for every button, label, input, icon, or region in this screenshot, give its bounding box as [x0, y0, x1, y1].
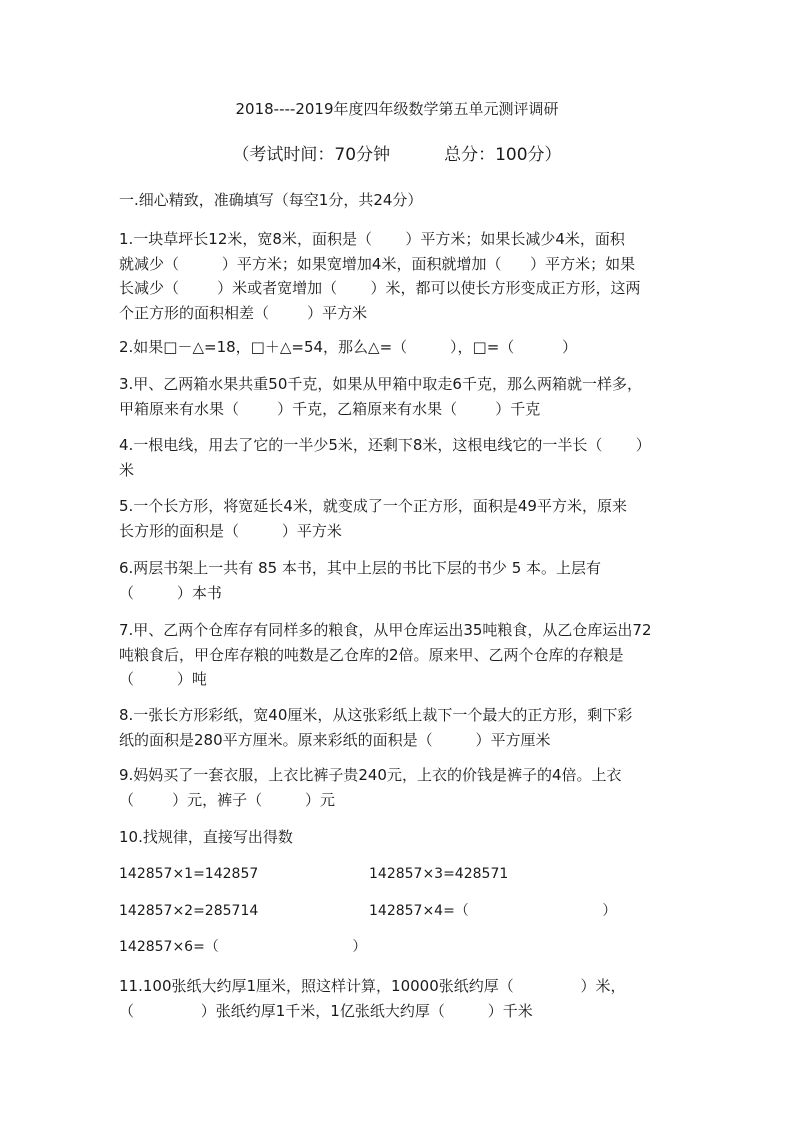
question-9	[119, 763, 681, 812]
pattern-calc-2: 142857×2=285714	[119, 903, 259, 919]
question-line: 4.一根电线，用去了它的一半少5米，还剩下8米，这根电线它的一半长（ ）	[119, 436, 651, 454]
question-line: 10.找规律，直接写出得数	[119, 828, 293, 846]
question-line: 甲箱原来有水果（ ）千克，乙箱原来有水果（ ）千克	[119, 399, 541, 418]
question-8	[119, 703, 681, 752]
pattern-calc-1: 142857×1=142857	[119, 866, 259, 882]
question-4	[119, 433, 681, 482]
question-line: （ ）本书	[119, 583, 222, 602]
page-title: 2018----2019年度四年级数学第五单元测评调研	[235, 100, 559, 118]
question-7	[119, 618, 681, 692]
question-line: 长方形的面积是（ ）平方米	[119, 521, 342, 540]
question-line: 就减少（ ）平方米；如果宽增加4米，面积就增加（ ）平方米；如果	[119, 254, 636, 273]
question-line: 11.100张纸大约厚1厘米，照这样计算，10000张纸约厚（ ）米，	[119, 977, 626, 995]
pattern-calc-3: 142857×3=428571	[369, 866, 509, 882]
question-1	[119, 227, 681, 325]
question-line: （ ）元，裤子（ ）元	[119, 790, 336, 809]
question-2	[119, 335, 681, 360]
question-line: 5.一个长方形，将宽延长4米，就变成了一个正方形，面积是49平方米，原来	[119, 497, 627, 515]
question-line: （ ）吨	[119, 670, 207, 688]
section-heading: 一.细心精致，准确填写（每空1分，共24分）	[119, 191, 423, 209]
question-line: 7.甲、乙两个仓库存有同样多的粮食，从甲仓库运出35吨粮食，从乙仓库运出72	[119, 621, 652, 639]
question-10	[119, 825, 681, 850]
exam-info: （考试时间：70分钟 总分：100分）	[232, 145, 562, 165]
question-6	[119, 556, 681, 605]
pattern-calc-6: 142857×6=（ ）	[119, 939, 367, 955]
question-3	[119, 372, 681, 421]
question-line: 6.两层书架上一共有 85 本书，其中上层的书比下层的书少 5 本。上层有	[119, 559, 602, 577]
question-11	[119, 974, 681, 1023]
question-line: 吨粮食后，甲仓库存粮的吨数是乙仓库的2倍。原来甲、乙两个仓库的存粮是	[119, 645, 624, 664]
question-line: 2.如果□－△=18，□＋△=54，那么△=（ ），□=（ ）	[119, 338, 577, 356]
pattern-calc-4: 142857×4=（ ）	[369, 903, 617, 919]
question-5	[119, 494, 681, 543]
question-line: 纸的面积是280平方厘米。原来彩纸的面积是（ ）平方厘米	[119, 730, 551, 749]
question-line: 9.妈妈买了一套衣服，上衣比裤子贵240元，上衣的价钱是裤子的4倍。上衣	[119, 766, 622, 784]
question-line: 个正方形的面积相差（ ）平方米	[119, 303, 368, 322]
question-line: 米	[119, 460, 135, 479]
question-line: 长减少（ ）米或者宽增加（ ）米，都可以使长方形变成正方形，这两	[119, 279, 641, 297]
question-line: 1.一块草坪长12米，宽8米，面积是（ ）平方米；如果长减少4米，面积	[119, 230, 625, 248]
question-line: 8.一张长方形彩纸，宽40厘米，从这张彩纸上裁下一个最大的正方形，剩下彩	[119, 706, 633, 724]
question-line: （ ）张纸约厚1千米，1亿张纸大约厚（ ）千米	[119, 1001, 533, 1020]
question-line: 3.甲、乙两箱水果共重50千克，如果从甲箱中取走6千克，那么两箱就一样多，	[119, 375, 642, 393]
